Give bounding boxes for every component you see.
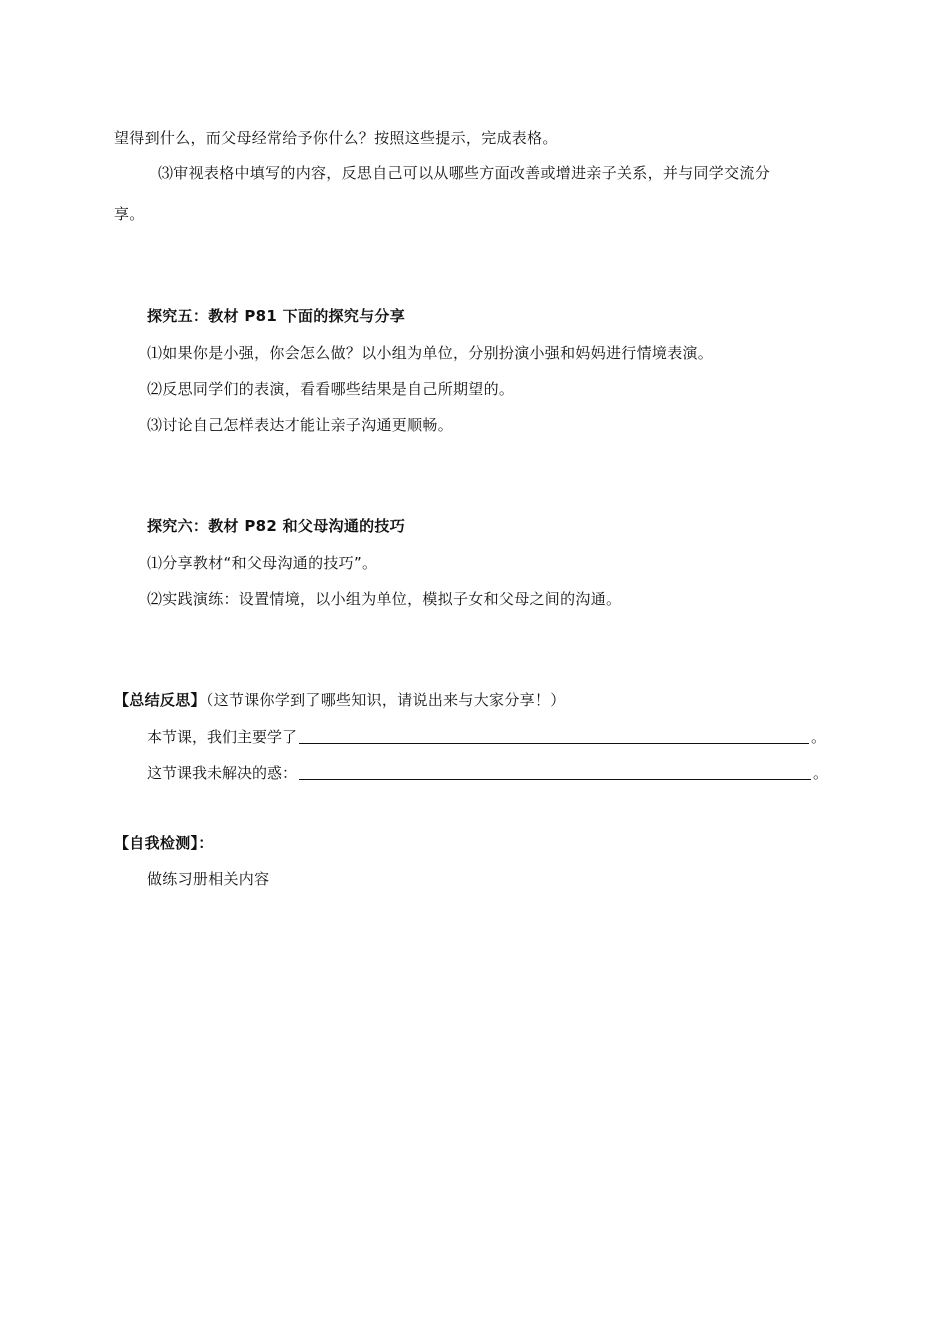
fill2-blank[interactable] <box>299 763 811 780</box>
intro-line-2: ⑶审视表格中填写的内容，反思自己可以从哪些方面改善或增进亲子关系，并与同学交流分 <box>158 164 771 182</box>
summary-prompt: （这节课你学到了哪些知识，请说出来与大家分享！） <box>205 691 566 709</box>
intro-line-1: 望得到什么，而父母经常给予你什么？按照这些提示，完成表格。 <box>114 129 558 147</box>
fill1-end: 。 <box>811 728 827 746</box>
explore5-item-1: ⑴如果你是小强，你会怎么做？以小组为单位，分别扮演小强和妈妈进行情境表演。 <box>147 344 714 362</box>
fill2-label: 这节课我未解决的惑： <box>147 764 298 782</box>
summary-section <box>114 690 566 710</box>
summary-title: 【总结反思】 <box>114 691 206 709</box>
fill1-label: 本节课，我们主要学了 <box>147 728 298 746</box>
fill1-blank[interactable] <box>299 727 809 744</box>
intro-line-3: 享。 <box>114 205 145 223</box>
explore6-item-1: ⑴分享教材“和父母沟通的技巧”。 <box>147 554 378 572</box>
summary-fill-row-2 <box>147 763 828 783</box>
explore5-heading: 探究五：教材 P81 下面的探究与分享 <box>147 307 406 325</box>
explore5-item-3: ⑶讨论自己怎样表达才能让亲子沟通更顺畅。 <box>147 416 454 434</box>
fill2-end: 。 <box>813 764 829 782</box>
selfcheck-text: 做练习册相关内容 <box>147 870 270 888</box>
explore5-item-2: ⑵反思同学们的表演，看看哪些结果是自己所期望的。 <box>147 380 515 398</box>
explore6-heading: 探究六：教材 P82 和父母沟通的技巧 <box>147 517 406 535</box>
summary-fill-row-1 <box>147 727 826 747</box>
explore6-item-2: ⑵实践演练：设置情境，以小组为单位，模拟子女和父母之间的沟通。 <box>147 590 622 608</box>
selfcheck-title: 【自我检测】： <box>114 834 214 852</box>
